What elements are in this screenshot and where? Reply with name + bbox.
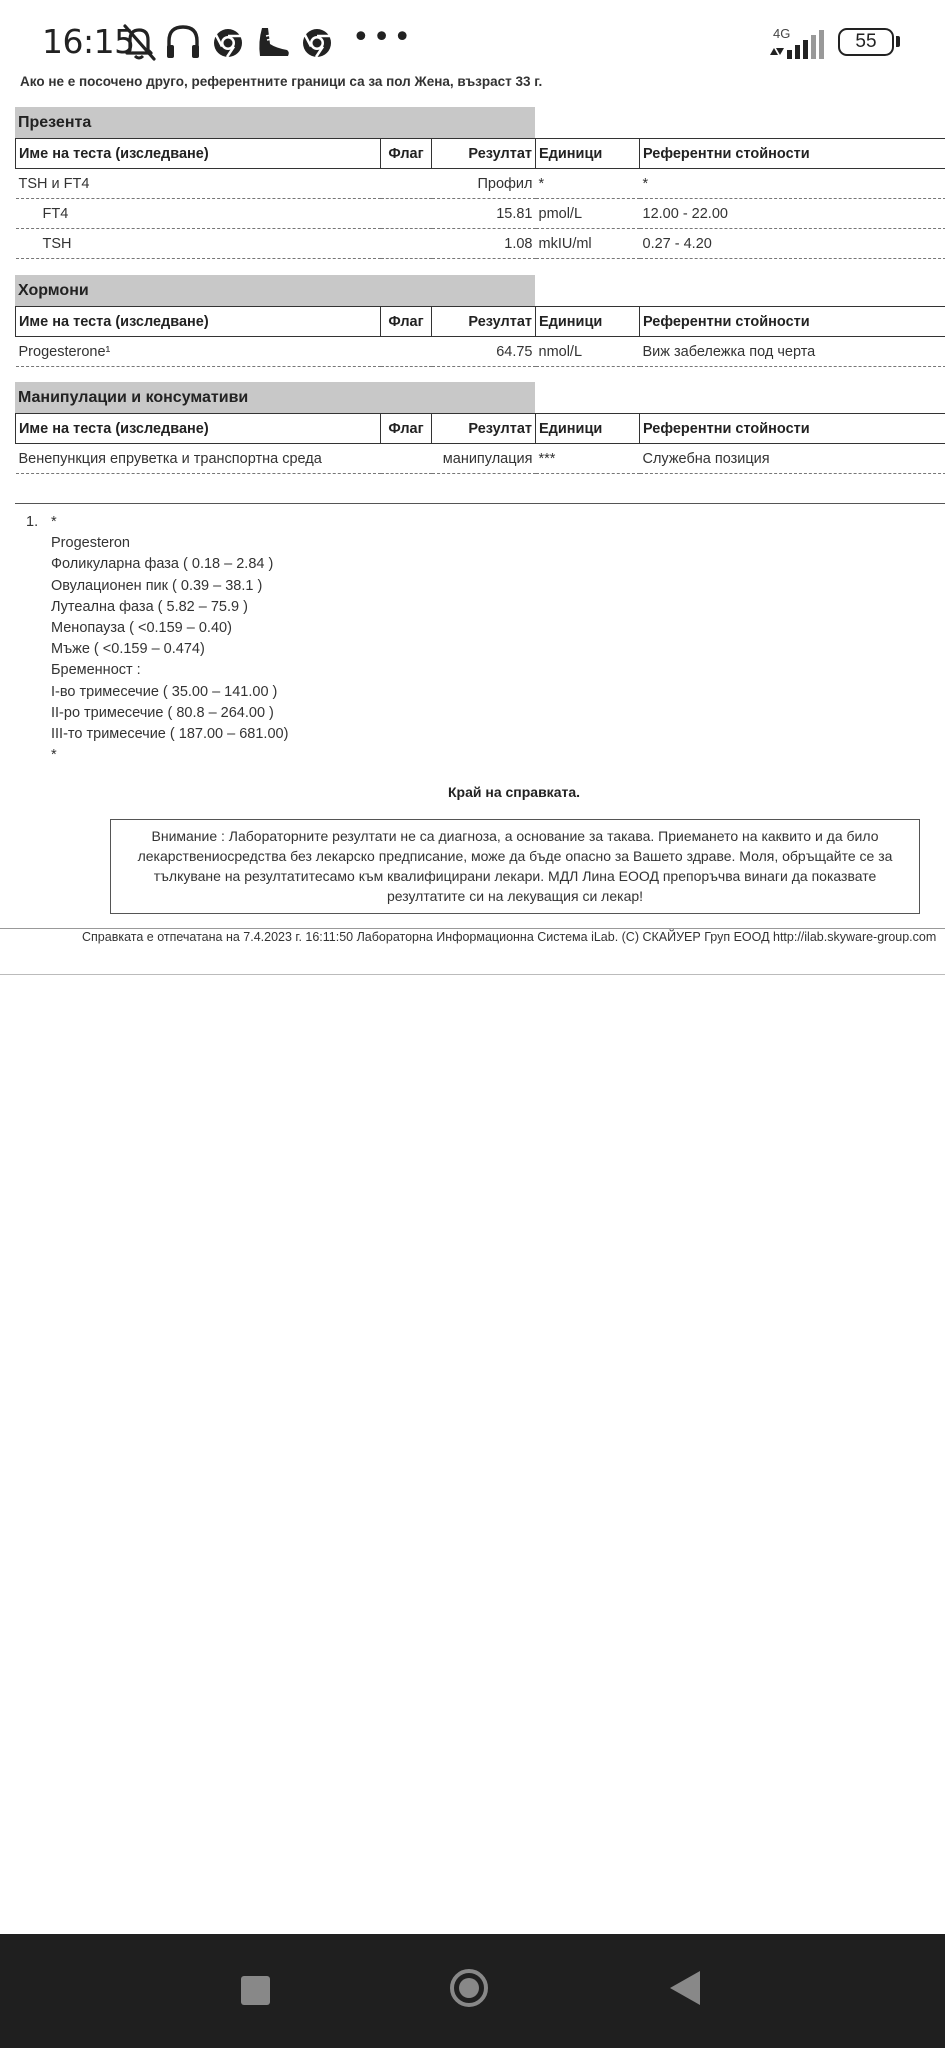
headphones-icon (164, 22, 202, 62)
col-header-result: Резултат (432, 139, 536, 169)
test-reference: * (640, 169, 945, 199)
test-reference: Виж забележка под черта (640, 337, 945, 367)
muted-bell-icon (120, 22, 158, 62)
footnote-line: Фоликуларна фаза ( 0.18 – 2.84 ) (51, 556, 274, 573)
test-units: *** (536, 444, 640, 474)
results-table-hormones (15, 306, 945, 367)
test-reference: 12.00 - 22.00 (640, 199, 945, 229)
reference-note: Ако не е посочено друго, референтните граници са за пол Жена, възраст 33 г. (20, 74, 543, 89)
more-notifications-icon: ••• (352, 20, 415, 55)
test-result: 1.08 (432, 229, 536, 259)
chrome-icon (209, 22, 247, 62)
test-reference: Служебна позиция (640, 444, 945, 474)
footnote-line: Овулационен пик ( 0.39 – 38.1 ) (51, 577, 263, 594)
col-header-units: Единици (536, 307, 640, 337)
footnote-line: Лутеална фаза ( 5.82 – 75.9 ) (51, 598, 248, 615)
signal-icon (768, 24, 828, 60)
col-header-flag: Флаг (381, 139, 432, 169)
col-header-reference: Референтни стойности (640, 414, 945, 444)
test-units: * (536, 169, 640, 199)
col-header-result: Резултат (432, 307, 536, 337)
col-header-name: Име на теста (изследване) (16, 414, 381, 444)
col-header-name: Име на теста (изследване) (16, 307, 381, 337)
test-name: FT4 (16, 199, 381, 229)
home-icon[interactable] (450, 1969, 488, 2007)
test-flag (381, 444, 432, 474)
footnote-line: Менопауза ( <0.159 – 0.40) (51, 620, 232, 637)
col-header-flag: Флаг (381, 307, 432, 337)
footnote-line: Бременност : (51, 662, 141, 679)
results-table-manipulations (15, 413, 945, 474)
section-header-presenta: Презента (15, 107, 535, 138)
table-row (16, 169, 945, 199)
table-header-row (16, 307, 945, 337)
test-result: манипулация (432, 444, 536, 474)
test-result: 64.75 (432, 337, 536, 367)
test-name: Венепункция епруветка и транспортна среда (16, 444, 381, 474)
table-row (16, 229, 945, 259)
table-row (16, 337, 945, 367)
test-flag (381, 169, 432, 199)
footnote-body (51, 512, 288, 766)
col-header-result: Резултат (432, 414, 536, 444)
test-name: TSH (16, 229, 381, 259)
footer-divider-bottom (0, 974, 945, 975)
end-of-report: Край на справката. (447, 784, 581, 800)
status-bar (0, 0, 945, 80)
footer-divider-top (0, 928, 945, 929)
footnote-line: Progesteron (51, 535, 130, 552)
recent-apps-icon[interactable] (241, 1976, 270, 2005)
footnote-number: 1. (26, 514, 39, 530)
test-units: nmol/L (536, 337, 640, 367)
network-type: 4G (773, 26, 791, 41)
col-header-reference: Референтни стойности (640, 307, 945, 337)
print-footer: Справката е отпечатана на 7.4.2023 г. 16:11:50 Лабораторна Информационна Система iLab. (C) СКАЙУЕР Груп ЕООД http://ilab.skyware-group.com (82, 930, 937, 944)
section-header-manipulations: Манипулации и консумативи (15, 382, 535, 413)
footnote-line: III-то тримесечие ( 187.00 – 681.00) (51, 726, 289, 743)
test-flag (381, 199, 432, 229)
chrome-icon (298, 22, 336, 62)
col-header-reference: Референтни стойности (640, 139, 945, 169)
footnote-line: II-ро тримесечие ( 80.8 – 264.00 ) (51, 704, 274, 721)
battery-icon: 55 (838, 28, 894, 56)
test-flag (381, 337, 432, 367)
test-result: 15.81 (432, 199, 536, 229)
test-flag (381, 229, 432, 259)
back-icon[interactable] (670, 1971, 700, 2005)
test-result: Профил (432, 169, 536, 199)
test-units: pmol/L (536, 199, 640, 229)
section-header-hormones: Хормони (15, 275, 535, 306)
footnote-line: * (51, 514, 57, 530)
clock: 16:15 (42, 22, 135, 61)
shoe-icon (254, 22, 292, 62)
results-table-presenta (15, 138, 945, 259)
footnote-divider (15, 503, 945, 504)
table-header-row (16, 139, 945, 169)
test-name: TSH и FT4 (16, 169, 381, 199)
footnote-line: I-во тримесечие ( 35.00 – 141.00 ) (51, 683, 278, 700)
footnote-line: * (51, 747, 57, 764)
battery-tip (896, 36, 900, 47)
col-header-flag: Флаг (381, 414, 432, 444)
table-row (16, 444, 945, 474)
footnote-line: Мъже ( <0.159 – 0.474) (51, 641, 205, 658)
table-header-row (16, 414, 945, 444)
test-name: Progesterone¹ (16, 337, 381, 367)
col-header-name: Име на теста (изследване) (16, 139, 381, 169)
test-units: mkIU/ml (536, 229, 640, 259)
col-header-units: Единици (536, 139, 640, 169)
col-header-units: Единици (536, 414, 640, 444)
table-row (16, 199, 945, 229)
warning-box: Внимание : Лабораторните резултати не са диагноза, а основание за такава. Приемането на каквито и да било лекарствениосредства без лекарско предписание, може да бъде опасно за Вашето здраве. Моля, обръщайте се за тълкуване на резултатитесамо към квалифицирани лекари. МДЛ Лина ЕООД препоръчва винаги да показвате резултатите си на лекуващия си лекар! (110, 819, 920, 914)
test-reference: 0.27 - 4.20 (640, 229, 945, 259)
